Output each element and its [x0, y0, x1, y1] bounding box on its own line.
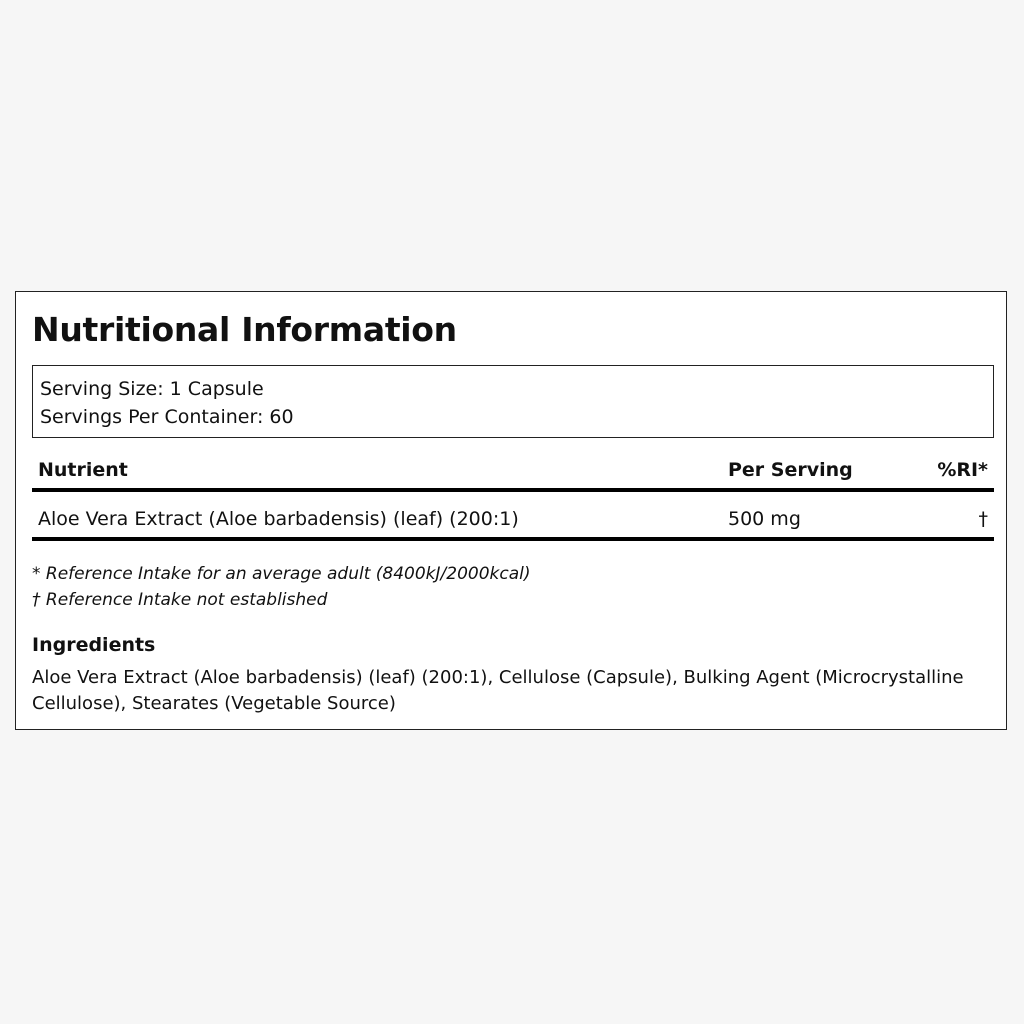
nutrient-ri: †: [978, 508, 988, 530]
header-nutrient: Nutrient: [38, 459, 128, 481]
servings-per-container: Servings Per Container: 60: [40, 406, 294, 428]
ingredients-heading: Ingredients: [32, 634, 156, 656]
table-header-row: [32, 452, 994, 492]
nutrient-amount: 500 mg: [728, 508, 801, 530]
footnote-not-established: † Reference Intake not established: [32, 590, 328, 610]
table-row: [32, 492, 994, 541]
nutrient-table: [32, 452, 994, 541]
label-title: Nutritional Information: [32, 310, 457, 349]
footnotes: [32, 561, 531, 613]
footnote-reference-intake: * Reference Intake for an average adult (8400kJ/2000kcal): [32, 564, 531, 584]
ingredients-text: Aloe Vera Extract (Aloe barbadensis) (leaf) (200:1), Cellulose (Capsule), Bulking Agent (Microcrystalline Cellulose), Stearates (Vegetable Source): [32, 667, 964, 714]
nutrition-label-panel: [15, 291, 1007, 730]
header-ri: %RI*: [937, 459, 988, 481]
header-per-serving: Per Serving: [728, 459, 853, 481]
serving-info-box: [32, 365, 994, 438]
nutrient-name: Aloe Vera Extract (Aloe barbadensis) (leaf) (200:1): [38, 508, 519, 530]
serving-size: Serving Size: 1 Capsule: [40, 378, 264, 400]
